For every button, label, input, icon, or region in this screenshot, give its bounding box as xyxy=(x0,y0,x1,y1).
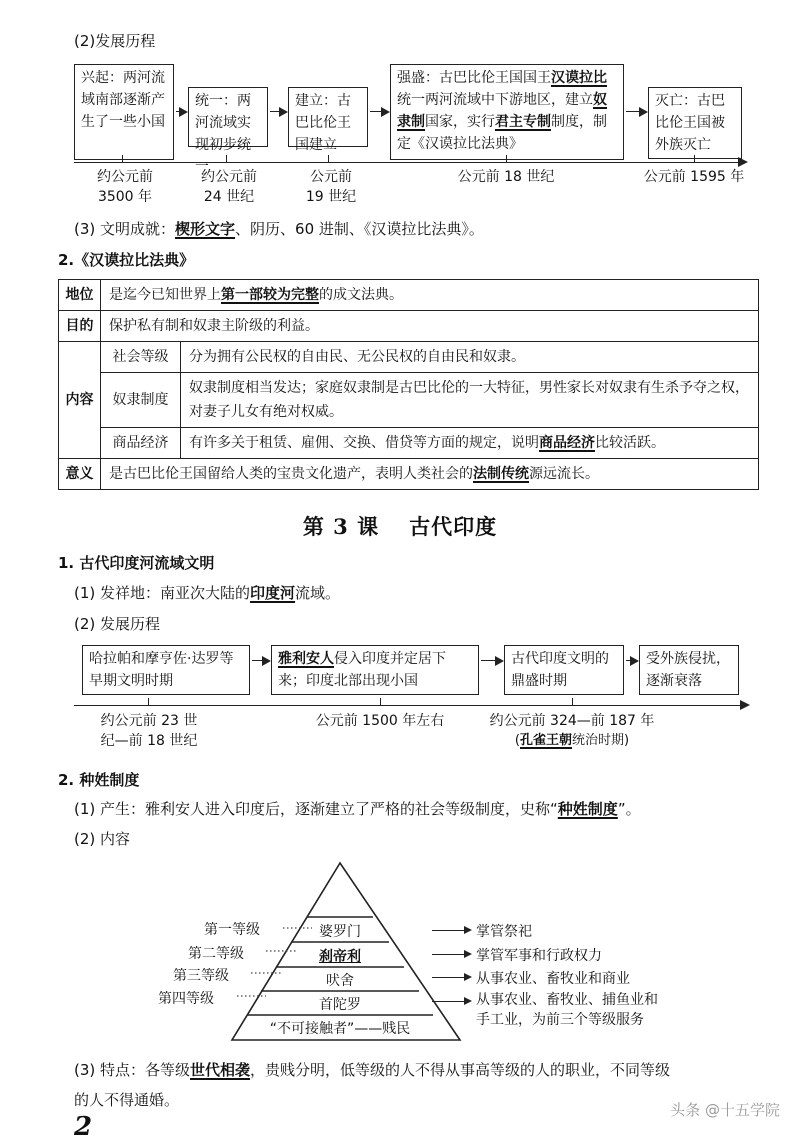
caste-duty: 从事农业、畜牧业和商业 xyxy=(476,971,630,987)
row-cell: 是迄今已知世界上第一部较为完整的成文法典。 xyxy=(101,280,759,311)
india-heading: 1. 古代印度河流域文明 xyxy=(58,554,215,572)
hammurabi-keyword: 汉谟拉比 xyxy=(551,70,607,86)
timeline-date: 公元前 1595 年 xyxy=(643,169,745,185)
timeline-box-fall: 灭亡：古巴比伦王国被外族灭亡 xyxy=(648,87,742,159)
india-timeline-axis xyxy=(74,705,748,706)
timeline-box-unify: 统一：两河流域实现初步统一 xyxy=(188,87,268,147)
timeline-tick xyxy=(328,155,329,162)
code-table xyxy=(58,279,759,490)
timeline-date: 约公元前 23 世 纪—前 18 世纪 xyxy=(100,713,198,749)
code-heading: 2.《汉谟拉比法典》 xyxy=(58,251,195,269)
row-header: 内容 xyxy=(59,342,101,459)
lesson-title: 第 3 课 古代印度 xyxy=(302,514,498,539)
timeline-tick xyxy=(148,698,149,705)
cuneiform-keyword: 楔形文字 xyxy=(175,220,236,238)
row-cell: 保护私有制和奴隶主阶级的利益。 xyxy=(101,311,759,342)
timeline-date: 公元前 1500 年左右 xyxy=(315,713,445,729)
duty-arrow xyxy=(432,930,470,931)
duty-arrow xyxy=(432,954,470,955)
timeline-arrow xyxy=(626,111,646,112)
table-row xyxy=(59,373,759,428)
timeline-tick xyxy=(226,155,227,162)
timeline-arrow xyxy=(270,111,286,112)
caste-pyramid xyxy=(0,855,800,1045)
india-box-decline: 受外族侵扰，逐渐衰落 xyxy=(639,645,739,695)
table-row xyxy=(59,459,759,490)
caste-duty: 掌管祭祀 xyxy=(476,924,532,940)
row-header: 地位 xyxy=(59,280,101,311)
table-row xyxy=(59,342,759,373)
dev-heading: (2)发展历程 xyxy=(74,32,156,50)
sub-header: 社会等级 xyxy=(101,342,181,373)
india-box-aryan: 雅利安人侵入印度并定居下来；印度北部出现小国 xyxy=(271,645,479,695)
slavery-keyword: 奴隶制 xyxy=(397,92,607,130)
timeline-date: 公元前 19 世纪 xyxy=(305,169,357,205)
timeline-date: 约公元前 324—前 187 年 (孔雀王朝统治时期) xyxy=(489,713,655,748)
row-header: 目的 xyxy=(59,311,101,342)
india-dev-heading: (2) 发展历程 xyxy=(74,615,161,633)
row-cell: 是古巴比伦王国留给人类的宝贵文化遗产，表明人类社会的法制传统源远流长。 xyxy=(101,459,759,490)
timeline-date: 公元前 18 世纪 xyxy=(457,169,555,185)
duty-arrow xyxy=(432,977,470,978)
timeline-axis xyxy=(74,162,746,163)
caste-content-heading: (2) 内容 xyxy=(74,830,131,848)
caste-rank: 第四等级 xyxy=(158,991,214,1007)
caste-rank: 第二等级 xyxy=(188,946,244,962)
caste-vaishya: 吠舍 xyxy=(326,973,354,989)
autocracy-keyword: 君主专制 xyxy=(495,114,551,130)
row-cell: 奴隶制度相当发达；家庭奴隶制是古巴比伦的一大特征，男性家长对奴隶有生杀予夺之权，对妻子儿女有绝对权威。 xyxy=(181,373,759,428)
india-box-early: 哈拉帕和摩亨佐·达罗等早期文明时期 xyxy=(82,645,250,695)
timeline-arrow xyxy=(176,111,186,112)
watermark: 头条 @十五学院 xyxy=(670,1101,780,1119)
timeline-tick xyxy=(506,155,507,162)
timeline-date: 约公元前 3500 年 xyxy=(97,169,153,205)
timeline-date: 约公元前 24 世纪 xyxy=(201,169,257,205)
achievements-line: (3) 文明成就：楔形文字、阴历、60 进制、《汉谟拉比法典》。 xyxy=(74,220,484,238)
caste-untouchable: “不可接触者”——贱民 xyxy=(269,1021,411,1037)
caste-kshatriya: 刹帝利 xyxy=(319,949,361,965)
row-cell: 有许多关于租赁、雇佣、交换、借贷等方面的规定，说明商品经济比较活跃。 xyxy=(181,428,759,459)
timeline-arrow xyxy=(370,111,388,112)
caste-duty: 掌管军事和行政权力 xyxy=(476,948,602,964)
page-number: 2 xyxy=(74,1112,93,1137)
timeline-box-peak: 强盛：古巴比伦王国国王汉谟拉比统一两河流域中下游地区，建立奴隶制国家，实行君主专制制度，制定《汉谟拉比法典》 xyxy=(390,64,624,160)
table-row xyxy=(59,280,759,311)
caste-heading: 2. 种姓制度 xyxy=(58,771,140,789)
caste-rank: 第一等级 xyxy=(204,922,260,938)
table-row xyxy=(59,311,759,342)
sub-header: 商品经济 xyxy=(101,428,181,459)
timeline-arrow xyxy=(252,660,269,661)
row-cell: 分为拥有公民权的自由民、无公民权的自由民和奴隶。 xyxy=(181,342,759,373)
timeline-tick xyxy=(122,155,123,162)
timeline-arrow xyxy=(626,660,637,661)
caste-shudra: 首陀罗 xyxy=(319,997,361,1013)
origin-line: (1) 发祥地：南亚次大陆的印度河流域。 xyxy=(74,584,341,602)
timeline-tick xyxy=(380,698,381,705)
timeline-tick xyxy=(694,155,695,162)
row-header: 意义 xyxy=(59,459,101,490)
caste-duty: 从事农业、畜牧业、捕鱼业和 手工业，为前三个等级服务 xyxy=(476,992,658,1028)
sub-header: 奴隶制度 xyxy=(101,373,181,428)
caste-origin: (1) 产生：雅利安人进入印度后，逐渐建立了严格的社会等级制度，史称“种姓制度”。 xyxy=(74,800,641,818)
table-row xyxy=(59,428,759,459)
india-box-peak: 古代印度文明的鼎盛时期 xyxy=(504,645,624,695)
caste-rank: 第三等级 xyxy=(173,968,229,984)
duty-arrow xyxy=(432,1001,470,1002)
caste-features: (3) 特点：各等级世代相袭，贵贱分明，低等级的人不得从事高等级的人的职业，不同等级 的人不得通婚。 xyxy=(74,1061,671,1109)
caste-brahmin: 婆罗门 xyxy=(319,924,361,940)
timeline-tick xyxy=(572,698,573,705)
timeline-box-rise: 兴起：两河流域南部逐渐产生了一些小国 xyxy=(74,64,174,160)
timeline-box-establish: 建立：古巴比伦王国建立 xyxy=(288,87,368,147)
timeline-arrow xyxy=(481,660,502,661)
